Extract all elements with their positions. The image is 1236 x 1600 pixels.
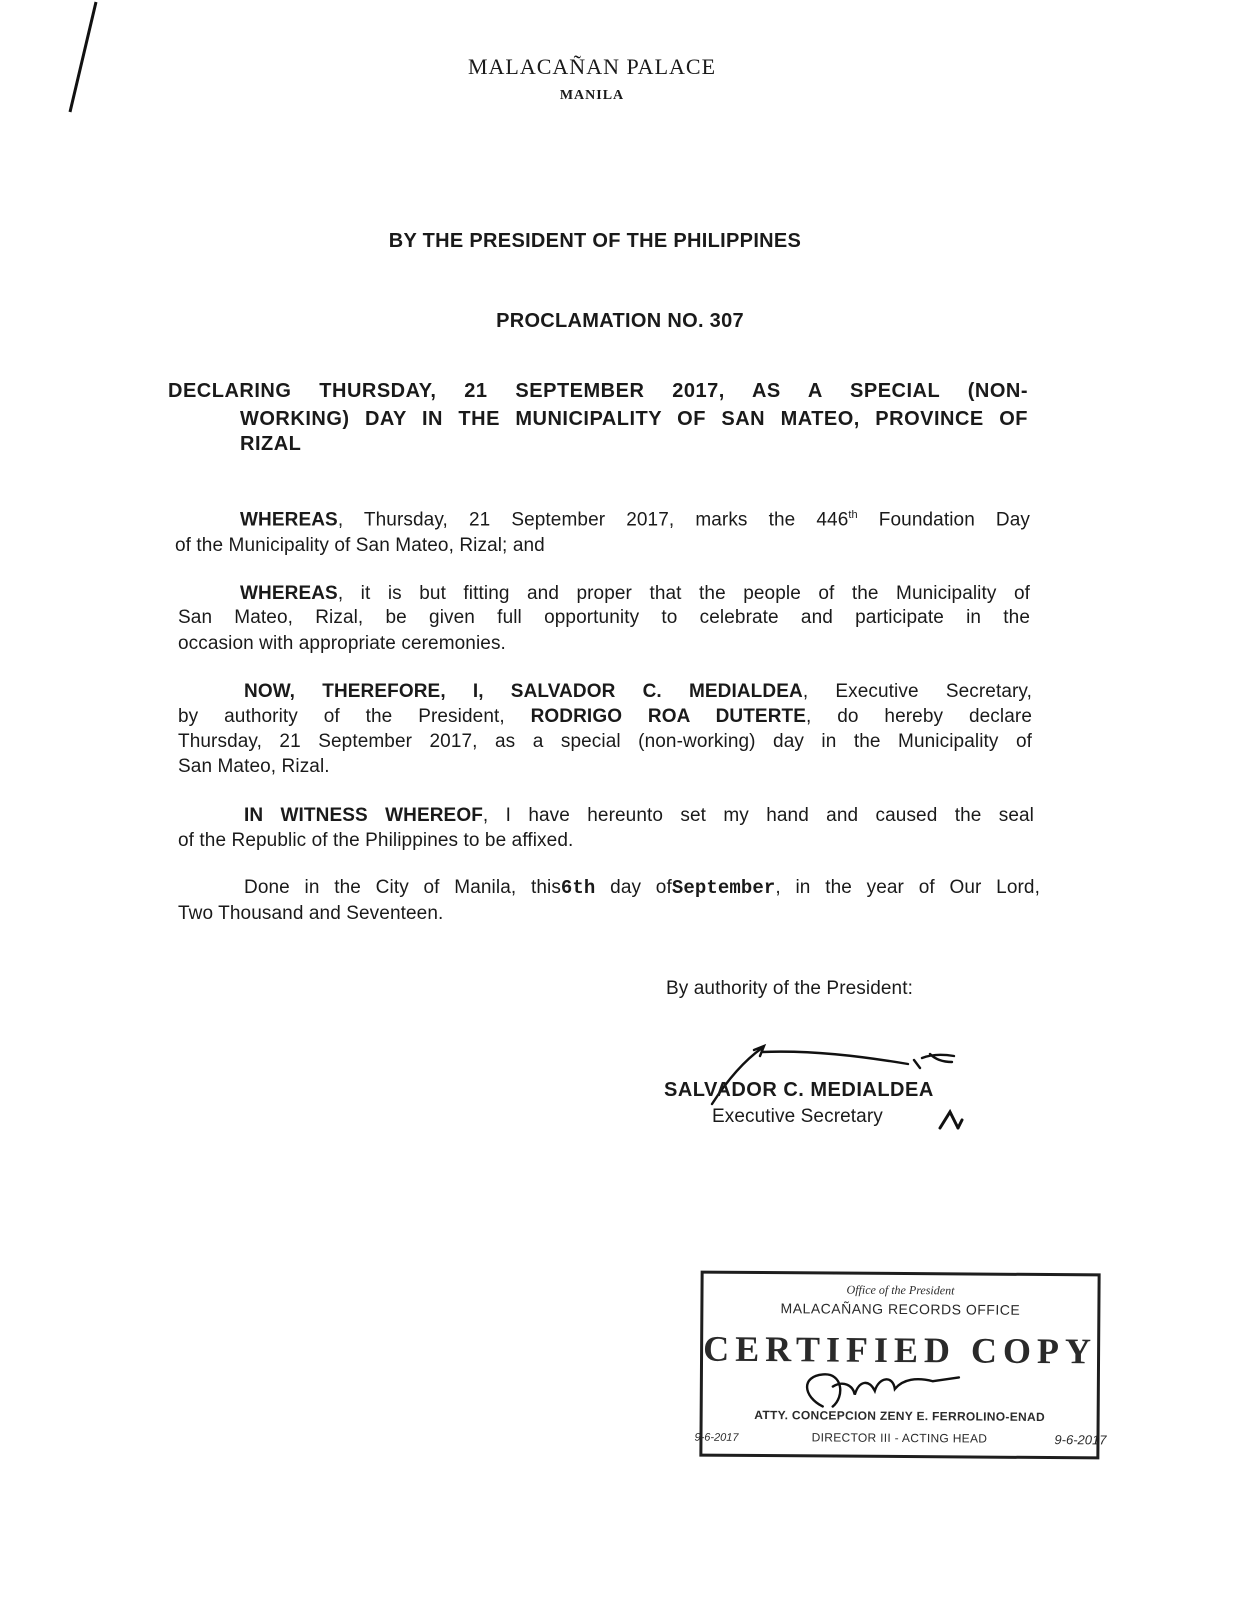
declaration-paragraph: NOW, THEREFORE, I, SALVADOR C. MEDIALDEA, Executive Secretary, (244, 681, 1032, 702)
stamp-date-left: 9-6-2017 (694, 1431, 739, 1444)
proclamation-title-line: DECLARING THURSDAY, 21 SEPTEMBER 2017, AS A SPECIAL (NON- (168, 380, 1028, 402)
stamp-officer-position: DIRECTOR III - ACTING HEAD (811, 1430, 988, 1446)
whereas-lead: WHEREAS (240, 583, 338, 604)
letterhead-title: MALACAÑAN PALACE (467, 54, 717, 79)
stamp-certification: CERTIFIED COPY (703, 1328, 1098, 1372)
declaration-paragraph-line: by authority of the President, RODRIGO ROA DUTERTE, do hereby declare (178, 706, 1032, 727)
witness-paragraph: IN WITNESS WHEREOF, I have hereunto set my hand and caused the seal (244, 805, 1034, 826)
declaration-paragraph-line: Thursday, 21 September 2017, as a special (non-working) day in the Municipality of (178, 731, 1032, 752)
signatory-title: Executive Secretary (712, 1106, 883, 1127)
whereas-paragraph-2: WHEREAS, it is but fitting and proper that the people of the Municipality of (240, 583, 1030, 604)
stamp-office: Office of the President (846, 1282, 955, 1298)
whereas-lead: WHEREAS (240, 509, 338, 531)
done-paragraph: Done in the City of Manila, this6th day ofSeptember, in the year of Our Lord, (244, 877, 1040, 899)
authority-line: By authority of the President: (666, 978, 913, 999)
witness-lead: IN WITNESS WHEREOF (244, 805, 483, 826)
certified-copy-stamp (694, 1271, 1107, 1460)
witness-paragraph-line: of the Republic of the Philippines to be affixed. (178, 830, 574, 851)
proclamation-title-line: WORKING) DAY IN THE MUNICIPALITY OF SAN MATEO, PROVINCE OF (240, 408, 1028, 430)
signature-scribble (700, 1036, 970, 1116)
initial-mark (936, 1108, 966, 1132)
declaration-lead: NOW, THEREFORE, I, SALVADOR C. MEDIALDEA (244, 681, 803, 702)
whereas-paragraph-2-line: San Mateo, Rizal, be given full opportunity to celebrate and participate in the (178, 607, 1030, 628)
declaration-paragraph-line: San Mateo, Rizal. (178, 756, 330, 777)
stamp-records-office: MALACAÑANG RECORDS OFFICE (780, 1300, 1021, 1318)
typed-month: September (671, 877, 776, 899)
proclamation-title-line: RIZAL (240, 433, 302, 455)
president-name: RODRIGO ROA DUTERTE (530, 706, 807, 727)
done-paragraph-line: Two Thousand and Seventeen. (178, 903, 444, 924)
stamp-date-right: 9-6-2017 (1054, 1432, 1107, 1448)
stamp-officer-name: ATTY. CONCEPCION ZENY E. FERROLINO-ENAD (754, 1407, 1045, 1425)
typed-day: 6th (560, 877, 596, 899)
signatory-name: SALVADOR C. MEDIALDEA (664, 1079, 934, 1101)
whereas-paragraph-2-line: occasion with appropriate ceremonies. (178, 633, 506, 654)
proclamation-number: PROCLAMATION NO. 307 (496, 310, 744, 332)
issuer-heading: BY THE PRESIDENT OF THE PHILIPPINES (388, 230, 802, 252)
whereas-paragraph-1-line: of the Municipality of San Mateo, Rizal; and (175, 535, 545, 556)
letterhead-city: MANILA (559, 88, 625, 103)
whereas-paragraph-1: WHEREAS, Thursday, 21 September 2017, marks the 446th Foundation Day (240, 509, 1031, 531)
